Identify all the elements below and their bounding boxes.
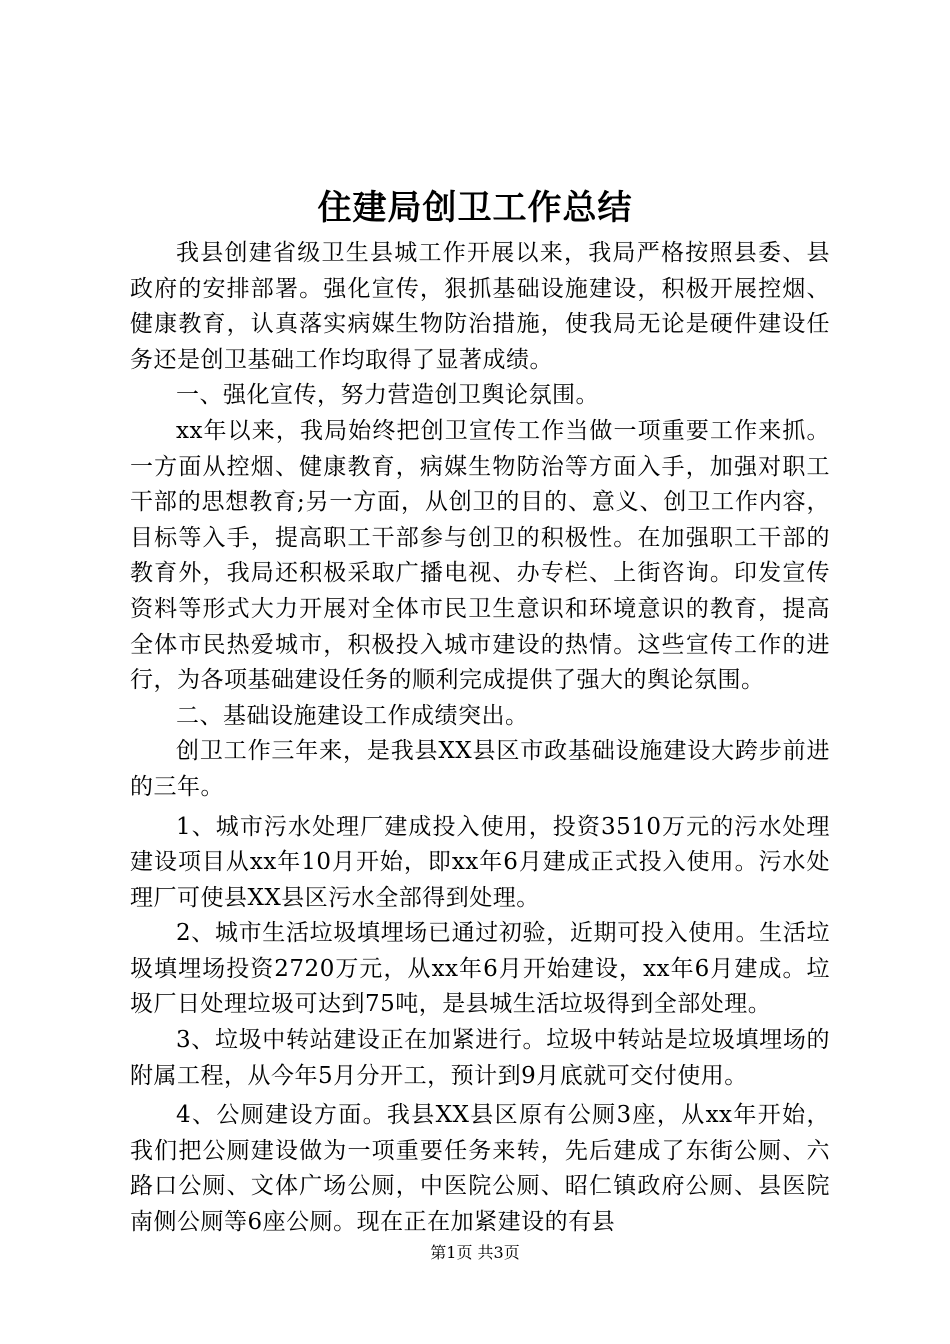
page-title: 住建局创卫工作总结 xyxy=(317,188,633,228)
paragraph-intro: 我县创建省级卫生县城工作开展以来，我局严格按照县委、县政府的安排部署。强化宣传，狠抓基础设施建设，积极开展控烟、健康教育，认真落实病媒生物防治措施，使我局无论是硬件建设任务还是创卫基础工作均取得了显著成绩。 xyxy=(130,240,830,373)
list-item-transfer-station: 3、垃圾中转站建设正在加紧进行。垃圾中转站是垃圾填埋场的附属工程，从今年5月分开工，预计到9月底就可交付使用。 xyxy=(130,1027,830,1089)
document-body xyxy=(130,236,830,1241)
list-item-sewage-plant: 1、城市污水处理厂建成投入使用，投资3510万元的污水处理建设项目从xx年10月开始，即xx年6月建成正式投入使用。污水处理厂可使县XX县区污水全部得到处理。 xyxy=(130,813,830,911)
paragraph-publicity: xx年以来，我局始终把创卫宣传工作当做一项重要工作来抓。一方面从控烟、健康教育，病媒生物防治等方面入手，加强对职工干部的思想教育;另一方面，从创卫的目的、意义、创卫工作内容，目标等入手，提高职工干部参与创卫的积极性。在加强职工干部的教育外，我局还积极采取广播电视、办专栏、上街咨询。印发宣传资料等形式大力开展对全体市民卫生意识和环境意识的教育，提高全体市民热爱城市，积极投入城市建设的热情。这些宣传工作的进行，为各项基础建设任务的顺利完成提供了强大的舆论氛围。 xyxy=(130,417,830,694)
list-item-public-toilets: 4、公厕建设方面。我县XX县区原有公厕3座，从xx年开始，我们把公厕建设做为一项重要任务来转，先后建成了东街公厕、六路口公厕、文体广场公厕，中医院公厕、昭仁镇政府公厕、县医院南侧公厕等6座公厕。现在正在加紧建设的有县 xyxy=(130,1102,830,1236)
page-footer: 第1页 共3页 xyxy=(430,1243,520,1262)
section-heading-2: 二、基础设施建设工作成绩突出。 xyxy=(176,702,529,729)
list-item-landfill: 2、城市生活垃圾填埋场已通过初验，近期可投入使用。生活垃圾填埋场投资2720万元，从xx年6月开始建设，xx年6月建成。垃圾厂日处理垃圾可达到75吨，是县城生活垃圾得到全部处理。 xyxy=(130,920,830,1018)
paragraph-infrastructure: 创卫工作三年来，是我县XX县区市政基础设施建设大跨步前进的三年。 xyxy=(130,738,830,800)
section-heading-1: 一、强化宣传，努力营造创卫舆论氛围。 xyxy=(176,382,599,409)
